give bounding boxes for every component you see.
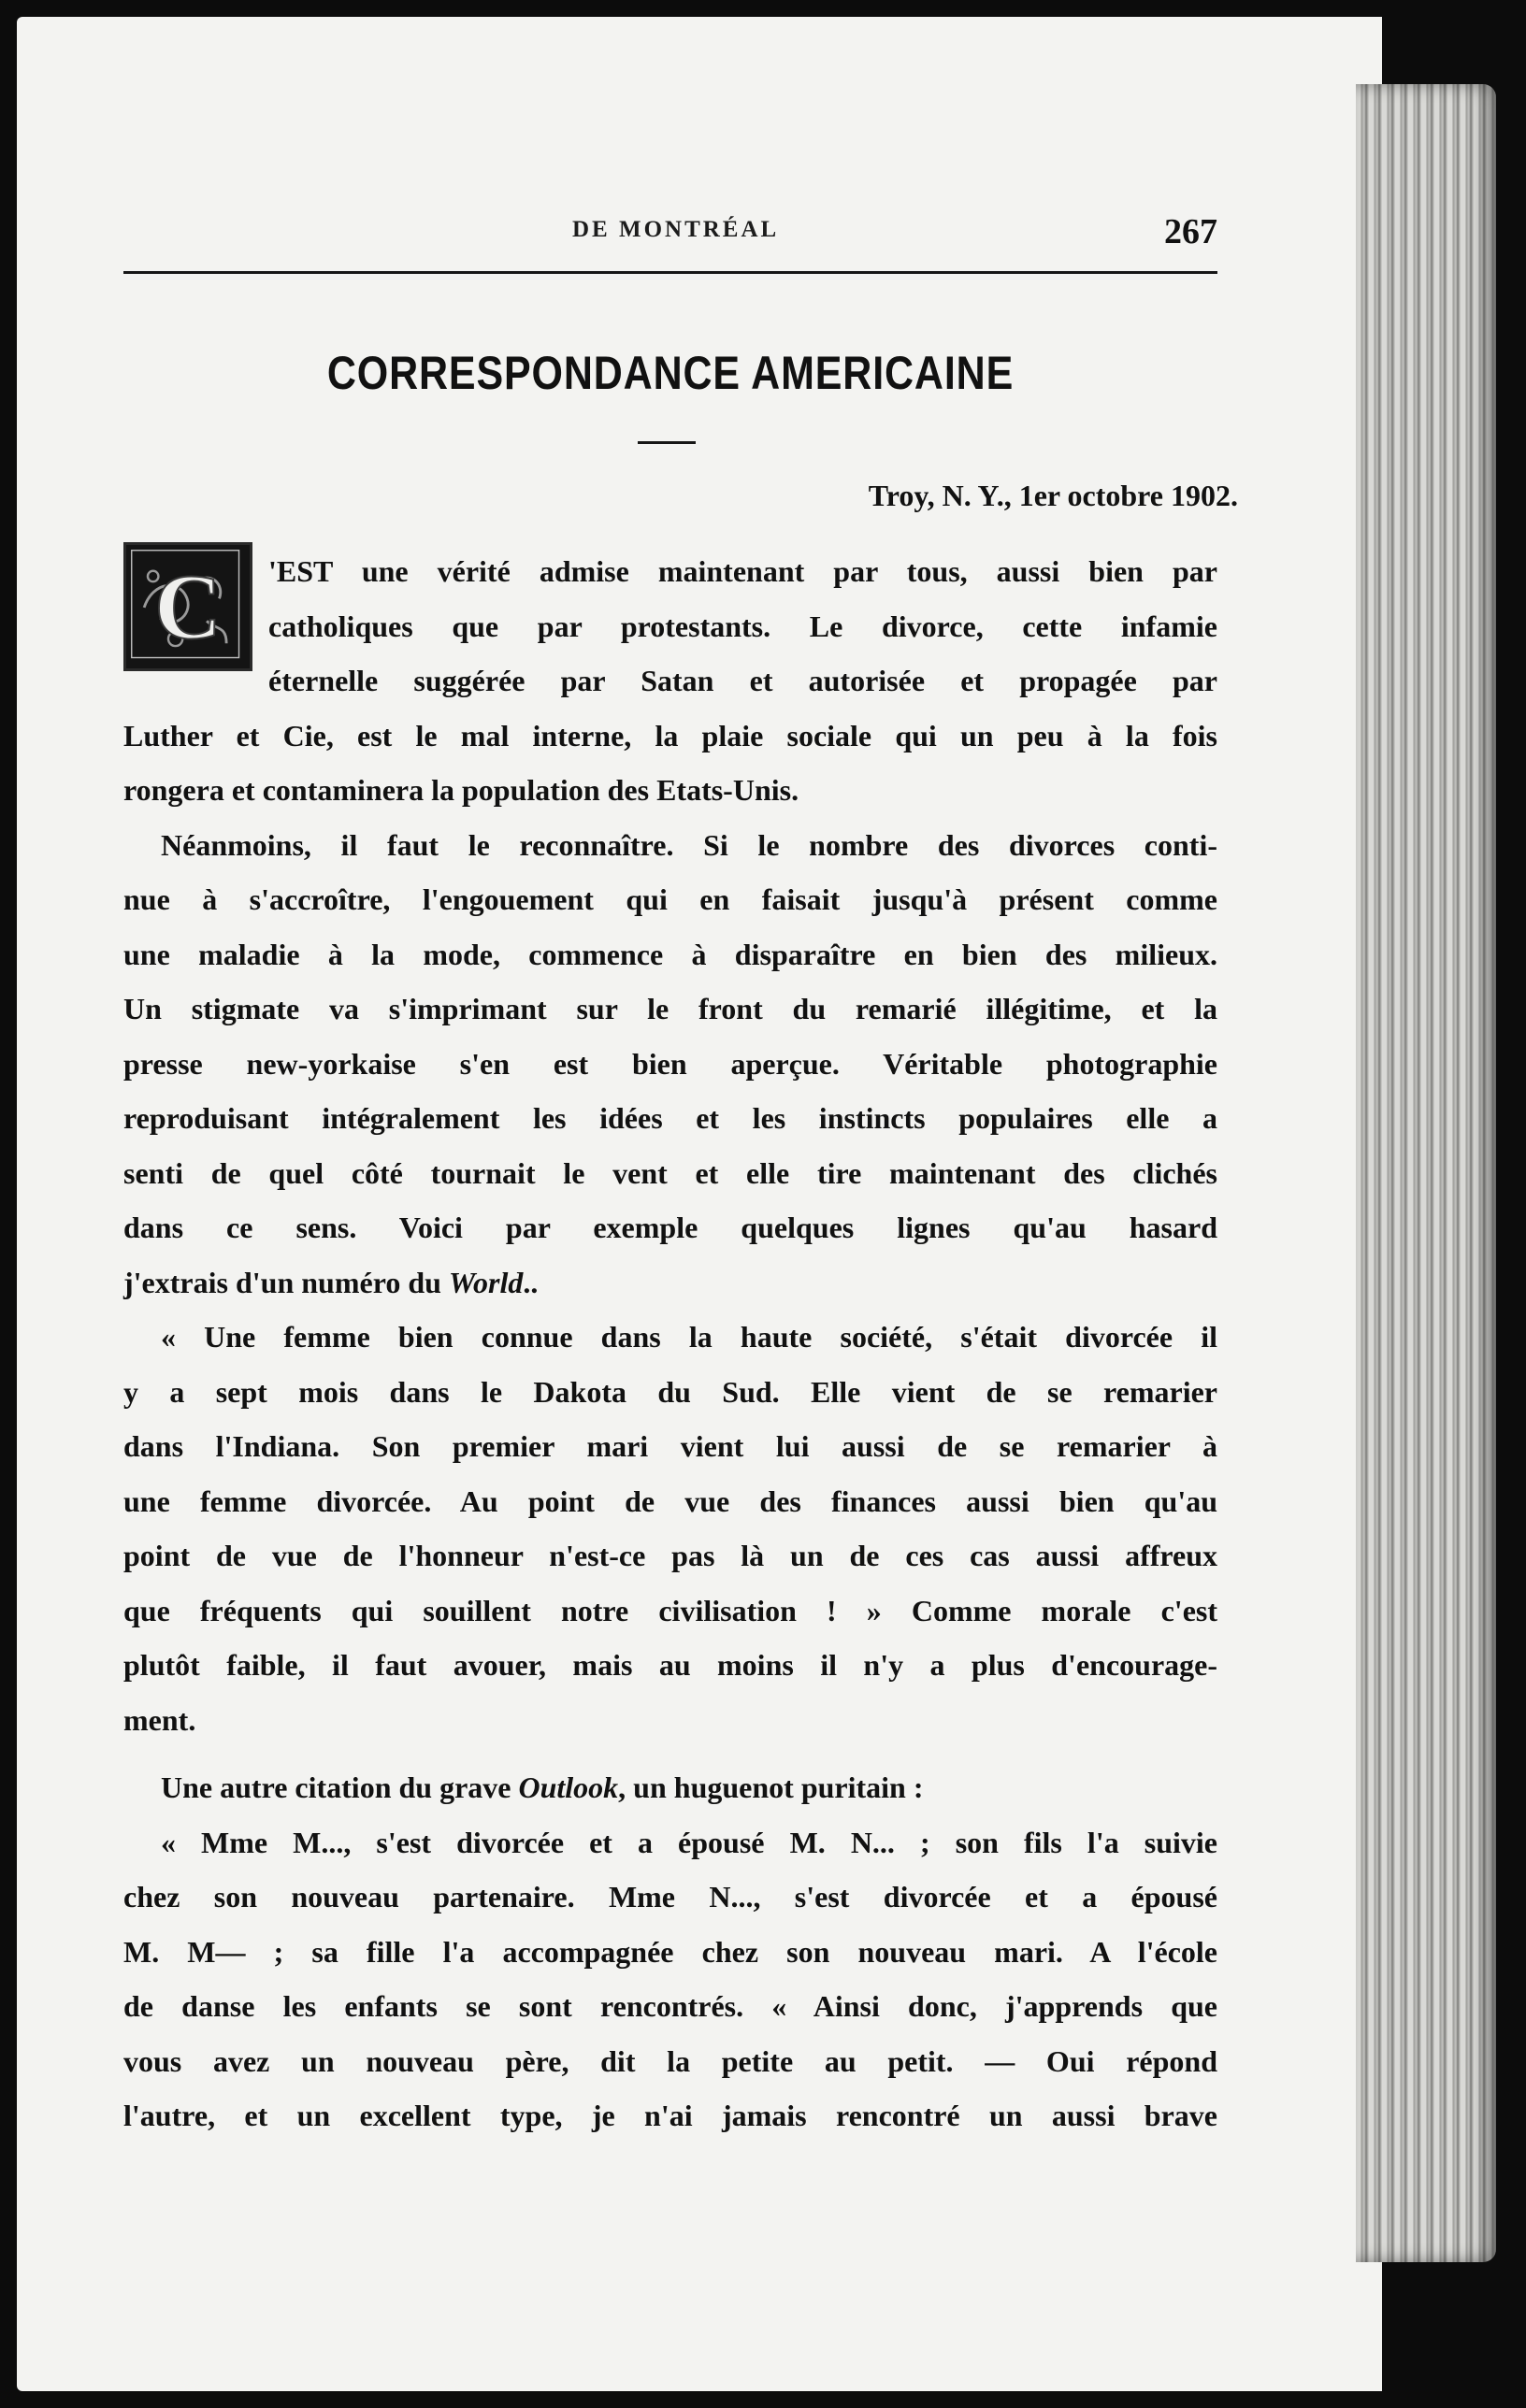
line-text: plutôt faible, il faut avouer, mais au moins il n'y a plus d'encourage- [123,1648,1217,1682]
italic-title: Outlook [518,1770,619,1804]
line-text: que fréquents qui souillent notre civilisation ! » Comme morale c'est [123,1593,1217,1627]
text-line [123,1925,1217,1980]
line-text: « Mme M..., s'est divorcée et a épousé M. N... ; son fils l'a suivie [161,1825,1217,1859]
text-line [123,1584,1217,1639]
text-line [123,1419,1217,1474]
line-text: dans l'Indiana. Son premier mari vient lui aussi de se remarier à [123,1429,1217,1463]
line-text: éternelle suggérée par Satan et autorisée et propagée par [268,664,1217,697]
line-text: dans ce sens. Voici par exemple quelques lignes qu'au hasard [123,1211,1217,1244]
dateline: Troy, N. Y., 1er octobre 1902. [868,479,1238,512]
line-text: l'autre, et un excellent type, je n'ai jamais rencontré un aussi brave [123,2099,1217,2132]
header-rule [123,271,1217,274]
line-text: de danse les enfants se sont rencontrés. « Ainsi donc, j'apprends que [123,1989,1217,2023]
text-line [123,2088,1217,2143]
text-line [123,763,1217,818]
italic-title: World [448,1265,524,1299]
line-text: Luther et Cie, est le mal interne, la plaie sociale qui un peu à la fois [123,718,1217,752]
line-text: chez son nouveau partenaire. Mme N..., s'est divorcée et a épousé [123,1880,1217,1914]
text-line [123,818,1217,873]
text-line [123,1146,1217,1201]
line-text: catholiques que par protestants. Le divorce, cette infamie [268,609,1217,643]
line-text: senti de quel côté tournait le vent et elle tire maintenant des clichés [123,1155,1217,1190]
text-line [123,982,1217,1037]
line-text: « Une femme bien connue dans la haute société, s'était divorcée il [161,1320,1217,1354]
text-line [123,1255,1217,1311]
text-line [123,927,1217,982]
line-text: reproduisant intégralement les idées et les instincts populaires elle a [123,1101,1217,1135]
running-header [123,211,1217,258]
text-line [123,653,1217,709]
line-text: 'EST une vérité admise maintenant par tous, aussi bien par [268,554,1217,588]
text-line [123,709,1217,764]
text-line [123,599,1217,654]
line-text: presse new-yorkaise s'en est bien aperçue. Véritable photographie [123,1046,1217,1081]
line-text: une femme divorcée. Au point de vue des finances aussi bien qu'au [123,1484,1217,1518]
line-text-after: .. [523,1265,539,1299]
text-line [123,1365,1217,1420]
text-line [123,1979,1217,2034]
text-line [123,1870,1217,1925]
text-line [123,1091,1217,1146]
text-line [123,2034,1217,2089]
line-text: ment. [123,1702,196,1737]
page-edges [1356,84,1496,2262]
text-line [123,1815,1217,1870]
text-line [123,1528,1217,1584]
line-text: point de vue de l'honneur n'est-ce pas là un de ces cas aussi affreux [123,1539,1217,1572]
text-line [123,1310,1217,1365]
line-text: rongera et contaminera la population des Etats-Unis. [123,773,799,807]
drop-cap-letter: C [154,554,222,659]
text-line [123,1693,1217,1748]
line-text: Une autre citation du grave [161,1770,519,1804]
title-rule [638,441,696,444]
line-text: Un stigmate va s'imprimant sur le front du remarié illégitime, et la [123,992,1217,1025]
line-text: j'extrais d'un numéro du [123,1265,449,1299]
line-text: y a sept mois dans le Dakota du Sud. Elle vient de se remarier [123,1374,1217,1409]
page-number: 267 [1164,212,1217,251]
text-line [123,1200,1217,1255]
line-text: nue à s'accroître, l'engouement qui en faisait jusqu'à présent comme [123,882,1217,916]
text-line [123,1037,1217,1092]
text-line [123,1760,1217,1815]
running-title: DE MONTRÉAL [572,217,780,242]
text-line [123,1474,1217,1529]
line-text-after: , un huguenot puritain : [618,1770,924,1804]
line-text: vous avez un nouveau père, dit la petite au petit. — Oui répond [123,2043,1217,2078]
article-title: CORRESPONDANCE AMERICAINE [326,347,1015,399]
article-body [123,544,1217,2143]
text-line [123,544,1217,599]
line-text: Néanmoins, il faut le reconnaître. Si le nombre des divorces conti- [161,827,1217,862]
line-text: une maladie à la mode, commence à disparaître en bien des milieux. [123,937,1217,971]
text-line [123,1638,1217,1693]
line-text: M. M— ; sa fille l'a accompagnée chez son nouveau mari. A l'école [123,1934,1217,1969]
text-line [123,872,1217,927]
